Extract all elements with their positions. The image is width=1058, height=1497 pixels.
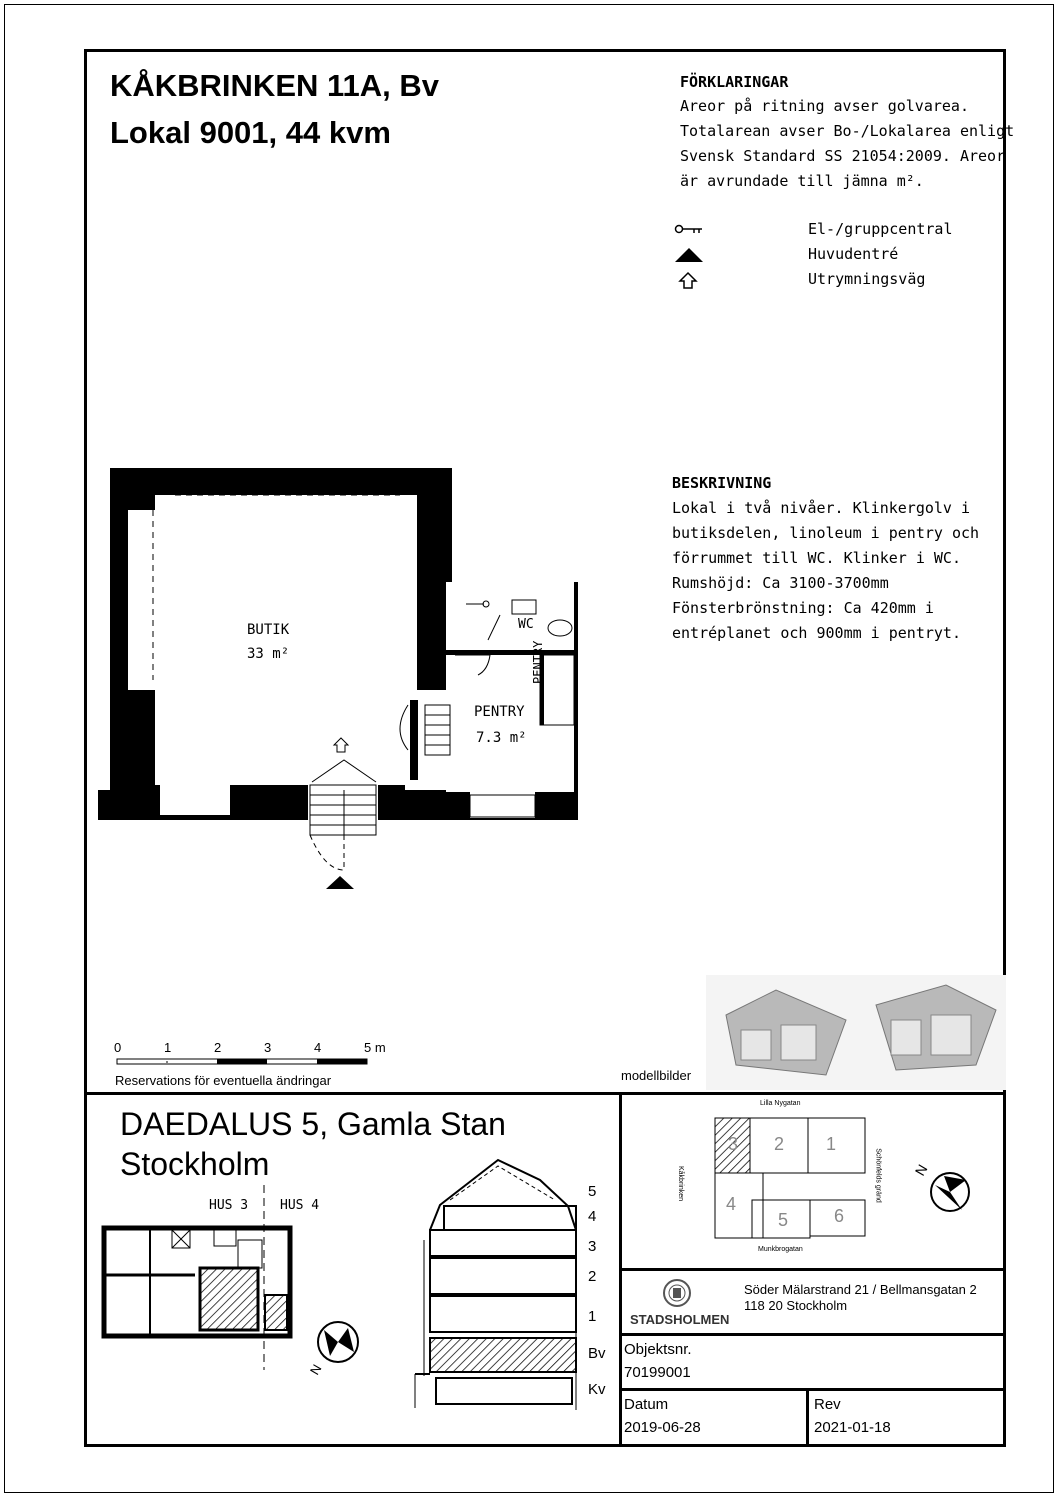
scale-tick: 1 [164, 1040, 172, 1055]
room-label-pentry: PENTRY [474, 704, 525, 720]
floor-label: 1 [588, 1308, 597, 1325]
description-line: förrummet till WC. Klinker i WC. [672, 549, 961, 567]
object-number-value: 70199001 [624, 1364, 691, 1381]
room-area-pentry: 7.3 m² [476, 730, 527, 746]
property-name: DAEDALUS 5, Gamla Stan [120, 1106, 506, 1142]
hus4-label: HUS 4 [280, 1198, 320, 1213]
scale-tick: 5 m [364, 1040, 386, 1055]
legend-symbol-label: El-/gruppcentral [808, 220, 953, 238]
street-label: Kåkbrinken [677, 1165, 685, 1202]
scale-tick: 3 [264, 1040, 272, 1055]
date-label: Datum [624, 1396, 669, 1413]
street-label: Schönfelds gränd [874, 1148, 882, 1203]
room-label-butik: BUTIK [247, 622, 290, 638]
date-value: 2019-06-28 [624, 1419, 701, 1436]
scale-tick: 0 [114, 1040, 122, 1055]
title-address: KÅKBRINKEN 11A, Bv [110, 68, 440, 103]
stadsholmen-logo [662, 1278, 692, 1308]
scale-tick: 4 [314, 1040, 322, 1055]
building-number: 6 [834, 1206, 845, 1226]
rev-label: Rev [814, 1396, 841, 1413]
room-label-wc: WC [518, 617, 534, 632]
building-number: 3 [728, 1134, 739, 1154]
scale-tick: 2 [214, 1040, 222, 1055]
title-unit: Lokal 9001, 44 kvm [110, 115, 391, 150]
room-label-pentry-vertical: PENTRY [531, 640, 545, 684]
property-city: Stockholm [120, 1146, 270, 1182]
building-number: 2 [774, 1134, 785, 1154]
object-number-label: Objektsnr. [624, 1341, 692, 1358]
north-label: N [306, 1361, 325, 1378]
legend-symbol-label: Utrymningsväg [808, 270, 926, 288]
street-label: Munkbrogatan [758, 1246, 803, 1253]
rev-value: 2021-01-18 [814, 1419, 891, 1436]
description-line: butiksdelen, linoleum i pentry och [672, 524, 980, 542]
building-number: 5 [778, 1210, 789, 1230]
floor-label: 4 [588, 1208, 597, 1225]
description-line: entréplanet och 900mm i pentryt. [672, 624, 961, 642]
legend-symbol-label: Huvudentré [808, 245, 899, 263]
room-area-butik: 33 m² [247, 646, 290, 662]
floor-label: 2 [588, 1268, 597, 1285]
hus3-label: HUS 3 [209, 1198, 249, 1213]
street-label: Lilla Nygatan [760, 1100, 801, 1107]
legend-line: Svensk Standard SS 21054:2009. Areor [680, 147, 1006, 165]
legend-line: Areor på ritning avser golvarea. [680, 97, 969, 115]
description-line: Fönsterbrönstning: Ca 420mm i [672, 599, 934, 617]
description-heading: BESKRIVNING [672, 474, 772, 492]
company-address-line1: Söder Mälarstrand 21 / Bellmansgatan 2 [744, 1282, 977, 1297]
floor-label: Kv [588, 1381, 606, 1398]
company-address-line2: 118 20 Stockholm [744, 1298, 848, 1313]
building-number: 1 [826, 1134, 837, 1154]
description-line: Rumshöjd: Ca 3100-3700mm [672, 574, 889, 592]
floor-label: 3 [588, 1238, 597, 1255]
company-name: STADSHOLMEN [630, 1312, 730, 1327]
legend-line: Totalarean avser Bo-/Lokalarea enligt [680, 122, 1015, 140]
description-line: Lokal i två nivåer. Klinkergolv i [672, 499, 971, 517]
north-label: N [911, 1161, 931, 1179]
reservation-note: Reservations för eventuella ändringar [115, 1073, 332, 1088]
floor-label: 5 [588, 1183, 597, 1200]
floor-label: Bv [588, 1345, 606, 1362]
model-label: modellbilder [621, 1068, 692, 1083]
legend-line: är avrundade till jämna m². [680, 172, 924, 190]
building-number: 4 [726, 1194, 737, 1214]
legend-heading: FÖRKLARINGAR [680, 73, 789, 91]
